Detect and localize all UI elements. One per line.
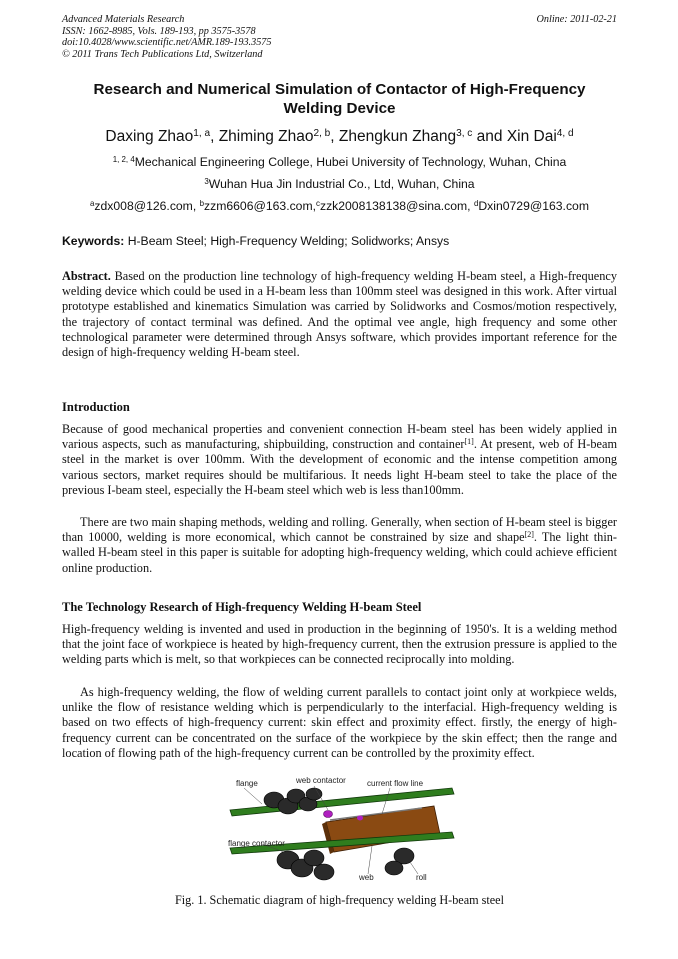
author-separator: , xyxy=(210,128,219,145)
intro-p2-text: There are two main shaping methods, welding and rolling. Generally, when section of H-beam steel is bigger than 10000, welding is more economical, which cannot be constrained by size and shape xyxy=(62,515,617,545)
label-roll: roll xyxy=(416,873,427,882)
copyright-line: © 2011 Trans Tech Publications Ltd, Switzerland xyxy=(62,48,263,60)
abstract xyxy=(62,269,617,360)
author-name: Zhengkun Zhang xyxy=(338,128,457,145)
doi-line: doi:10.4028/www.scientific.net/AMR.189-193.3575 xyxy=(62,37,272,48)
label-current-flow-line: current flow line xyxy=(367,779,424,788)
title-line-2: Welding Device xyxy=(283,100,396,117)
section-heading: The Technology Research of High-frequency Welding H-beam Steel xyxy=(62,600,422,614)
author-sup: 4, d xyxy=(556,127,574,139)
email-line xyxy=(62,199,617,213)
author-name: Zhiming Zhao xyxy=(218,128,314,145)
affiliation-text: Wuhan Hua Jin Industrial Co., Ltd, Wuhan, China xyxy=(208,177,475,191)
title-line-1: Research and Numerical Simulation of Contactor of High-Frequency xyxy=(93,81,586,98)
email-address: zzm6606@163.com, xyxy=(204,199,316,213)
keywords-label: Keywords: xyxy=(62,234,125,248)
web-contactor xyxy=(324,811,333,818)
abstract-label: Abstract. xyxy=(62,269,111,283)
author-sup: 1, a xyxy=(193,127,211,139)
intro-heading: Introduction xyxy=(62,400,130,414)
intro-paragraph-2 xyxy=(62,515,617,576)
welding-schematic xyxy=(222,776,462,888)
affiliation-2 xyxy=(62,177,617,191)
figure-caption: Fig. 1. Schematic diagram of high-frequency welding H-beam steel xyxy=(175,893,504,907)
email-address: zzk2008138138@sina.com, xyxy=(319,199,474,213)
journal-header xyxy=(62,14,617,60)
tech-paragraph-2: As high-frequency welding, the flow of welding current parallels to contact joint only at workpiece welds, unlike the flow of resistance welding which is perpendicularly to the interfacial. High-frequency welding is based on two effects of high-frequency current: skin effect and proximity effect. firstly, the energy of high-frequency current can be concentrated on the surface of the workpiece by the skin effect; then the range and location of flowing path of the high-frequency current can be controlled by the proximity effect. xyxy=(62,685,617,760)
email-sup: b xyxy=(199,199,205,209)
affiliation-text: Mechanical Engineering College, Hubei University of Technology, Wuhan, China xyxy=(134,155,567,169)
affiliation-1 xyxy=(62,155,617,169)
citation: [2] xyxy=(524,530,534,540)
author-name: Xin Dai xyxy=(506,128,557,145)
citation: [1] xyxy=(464,437,474,447)
label-flange-contactor: flange contactor xyxy=(228,839,285,848)
author-separator: , xyxy=(330,128,339,145)
paper-title xyxy=(62,80,617,118)
tech-paragraph-1: High-frequency welding is invented and used in production in the beginning of 1950's. It is a welding method that the joint face of workpiece is heated by high-frequency current, then the extrusion pressure is applied to the welding parts which is melt, so that workpieces can be connected reciprocally into molding. xyxy=(62,622,617,667)
label-web: web xyxy=(359,873,374,882)
journal-name: Advanced Materials Research xyxy=(62,14,185,25)
email-sup: a xyxy=(90,199,95,209)
affiliation-sup: 1, 2, 4 xyxy=(112,155,135,165)
author-and: and xyxy=(472,128,507,145)
intro-p2-text-cont: . The light thin-walled H-beam steel in this paper is suitable for adopting high-frequency welding, which could achieve efficient online production. xyxy=(62,530,617,575)
affiliation-sup: 3 xyxy=(204,177,209,187)
online-date: Online: 2011-02-21 xyxy=(536,14,617,25)
author-name: Daxing Zhao xyxy=(105,128,194,145)
author-sup: 2, b xyxy=(313,127,331,139)
email-address: zdx008@126.com, xyxy=(94,199,200,213)
issn-line: ISSN: 1662-8985, Vols. 189-193, pp 3575-3578 xyxy=(62,25,256,37)
label-web-contactor: web contactor xyxy=(296,776,346,785)
keywords-text: H-Beam Steel; High-Frequency Welding; Solidworks; Ansys xyxy=(124,234,450,248)
label-flange: flange xyxy=(236,779,258,788)
author-sup: 3, c xyxy=(456,127,473,139)
keywords xyxy=(62,234,449,248)
lower-rolls xyxy=(277,848,414,880)
abstract-text: Based on the production line technology of high-frequency welding H-beam steel, a High-frequency welding device which could be used in a H-beam less than 100mm steel was designed in this work. After virtual prototype established and kinematics Simulation was carried by Solidworks and Cosmos/motion respectively, the trajectory of contact terminal was defined. And the optimal vee angle, high frequency and some other technological parameter were determined through Ansys software, which provides important reference for the design of high-frequency welding H-beam steel. xyxy=(62,269,617,360)
intro-p1-text: Because of good mechanical properties and convenient connection H-beam steel has been widely applied in various aspects, such as manufacturing, shipbuilding, construction and container xyxy=(62,422,617,452)
email-sup: c xyxy=(316,199,320,209)
author-list xyxy=(62,128,617,146)
intro-p1-text-cont: . At present, web of H-beam steel in the market is over 100mm. With the development of economic and the intense competition among various sectors, market requires should be multifarious. It needs light H-beam steel to take the place of the previous I-beam steel, especially the H-beam steel which web is less than100mm. xyxy=(62,437,618,497)
intro-paragraph-1 xyxy=(62,422,617,498)
email-address: Dxin0729@163.com xyxy=(478,199,589,213)
email-sup: d xyxy=(473,199,479,209)
figure-1 xyxy=(222,776,462,888)
